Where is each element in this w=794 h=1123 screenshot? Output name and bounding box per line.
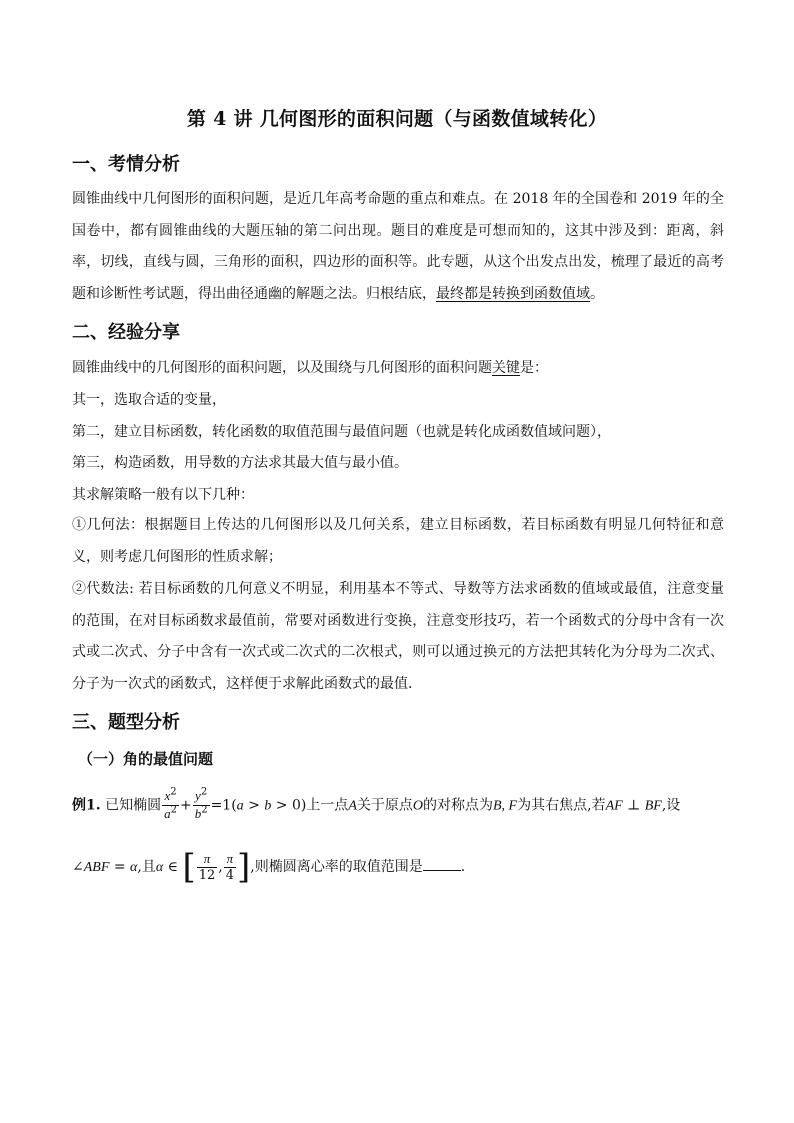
example-text: 已知椭圆 bbox=[100, 797, 162, 814]
point-o: O bbox=[412, 798, 423, 814]
example-1-line-2 bbox=[72, 847, 466, 887]
example-text: 为其右焦点,若 bbox=[517, 797, 606, 814]
var-alpha: α bbox=[155, 860, 164, 875]
example-text: 关于原点 bbox=[356, 797, 413, 814]
exponent: 2 bbox=[170, 786, 177, 798]
subsection-angle-extremum: （一）角的最值问题 bbox=[78, 750, 214, 768]
section-heading-problem-types: 三、题型分析 bbox=[72, 712, 180, 733]
exponent: 2 bbox=[201, 804, 208, 816]
denominator-4: 4 bbox=[225, 867, 235, 883]
plus-sign: + bbox=[179, 797, 192, 814]
step-one: 其一，选取合适的变量， bbox=[72, 392, 226, 408]
underlined-key-phrase: 最终都是转换到函数值域 bbox=[436, 285, 590, 302]
var-b-cond: b bbox=[264, 798, 272, 814]
strategy-line: 其求解策略一般有以下几种： bbox=[72, 487, 254, 503]
experience-intro bbox=[72, 357, 732, 377]
exponent: 2 bbox=[170, 804, 177, 816]
intro-text: 圆锥曲线中的几何图形的面积问题，以及围绕与几何图形的面积问题 bbox=[72, 360, 492, 376]
var-b: b bbox=[194, 806, 202, 821]
perp-symbol: ⊥ bbox=[622, 797, 645, 814]
gt: > bbox=[243, 797, 265, 814]
fraction-y2-b2 bbox=[193, 788, 210, 823]
paragraph-text: 圆锥曲线中几何图形的面积问题，是近几年高考命题的重点和难点。在 2018 年的全国卷和 2019 年的全国卷中，都有圆锥曲线的大题压轴的第二问出现。题目的难度是可想而知的，这其中涉及到：距离，斜率，切线，直线与圆，三角形的面积，四边形的面积等。此专题，从这个出发点出发，梳理了最近的高考题和诊断性考试题，得出曲径通幽的解题之法。归根结底， bbox=[72, 191, 724, 302]
underlined-keyword: 关键 bbox=[492, 360, 520, 376]
example-text: ,且 bbox=[137, 859, 156, 875]
var-x: x bbox=[164, 788, 171, 803]
section-heading-analysis: 一、考情分析 bbox=[72, 154, 180, 175]
example-1-line-1 bbox=[72, 788, 680, 823]
fraction-x2-a2 bbox=[162, 788, 179, 823]
segment-af: AF bbox=[605, 798, 623, 814]
gt-zero: > 0) bbox=[271, 797, 307, 814]
exponent: 2 bbox=[200, 786, 208, 798]
point-a: A bbox=[348, 798, 357, 814]
period: . bbox=[460, 859, 466, 875]
equals: = bbox=[109, 859, 131, 875]
page-title: 第 4 讲 几何图形的面积问题（与函数值域转化） bbox=[186, 108, 608, 130]
fraction-pi-4 bbox=[224, 851, 236, 884]
var-a: a bbox=[164, 806, 171, 821]
denominator-12: 12 bbox=[198, 867, 216, 883]
pi-symbol: π bbox=[224, 851, 236, 868]
paragraph-text-end: 。 bbox=[590, 285, 604, 302]
var-y: y bbox=[195, 788, 201, 803]
section-analysis-paragraph bbox=[72, 184, 724, 310]
example-text: 上一点 bbox=[306, 797, 349, 814]
answer-blank[interactable] bbox=[423, 858, 461, 871]
step-three: 第三，构造函数，用导数的方法求其最大值与最小值。 bbox=[72, 455, 408, 471]
fraction-pi-12 bbox=[197, 851, 218, 884]
example-label: 例1. bbox=[72, 797, 101, 814]
example-text: ,则椭圆离心率的取值范围是 bbox=[250, 859, 423, 875]
method-geometric: ①几何法：根据题目上传达的几何图形以及几何关系，建立目标函数，若目标函数有明显几何特征和意义，则考虑几何图形的性质求解； bbox=[72, 517, 724, 565]
pi-symbol: π bbox=[197, 851, 218, 868]
points-b-f: B, F bbox=[493, 798, 518, 814]
segment-bf: BF bbox=[644, 798, 662, 814]
intro-text-end: 是： bbox=[520, 360, 548, 376]
angle-abf: ∠ABF bbox=[72, 860, 110, 875]
right-bracket: ] bbox=[237, 847, 251, 887]
equals: =1( bbox=[210, 797, 237, 814]
var-alpha: α bbox=[130, 860, 138, 875]
comma: , bbox=[218, 859, 223, 875]
example-text: 的对称点为 bbox=[423, 797, 493, 814]
var-a-cond: a bbox=[236, 798, 244, 814]
left-bracket: [ bbox=[182, 847, 196, 887]
in-symbol: ∈ bbox=[163, 859, 183, 875]
method-algebraic: ②代数法: 若目标函数的几何意义不明显，利用基本不等式、导数等方法求函数的值域或最值，注意变量的范围，在对目标函数求最值前，常要对函数进行变换，注意变形技巧，若一个函数式的分母中含有一次式或二次式、分子中含有一次式或二次式的二次根式，则可以通过换元的方法把其转化为分母为二次式、分子为一次式的函数式，这样便于求解此函数式的最值. bbox=[72, 581, 724, 692]
step-two: 第二，建立目标函数，转化函数的取值范围与最值问题（也就是转化成函数值域问题）， bbox=[72, 424, 611, 440]
section-heading-experience: 二、经验分享 bbox=[72, 322, 180, 343]
example-text: ,设 bbox=[661, 797, 681, 814]
